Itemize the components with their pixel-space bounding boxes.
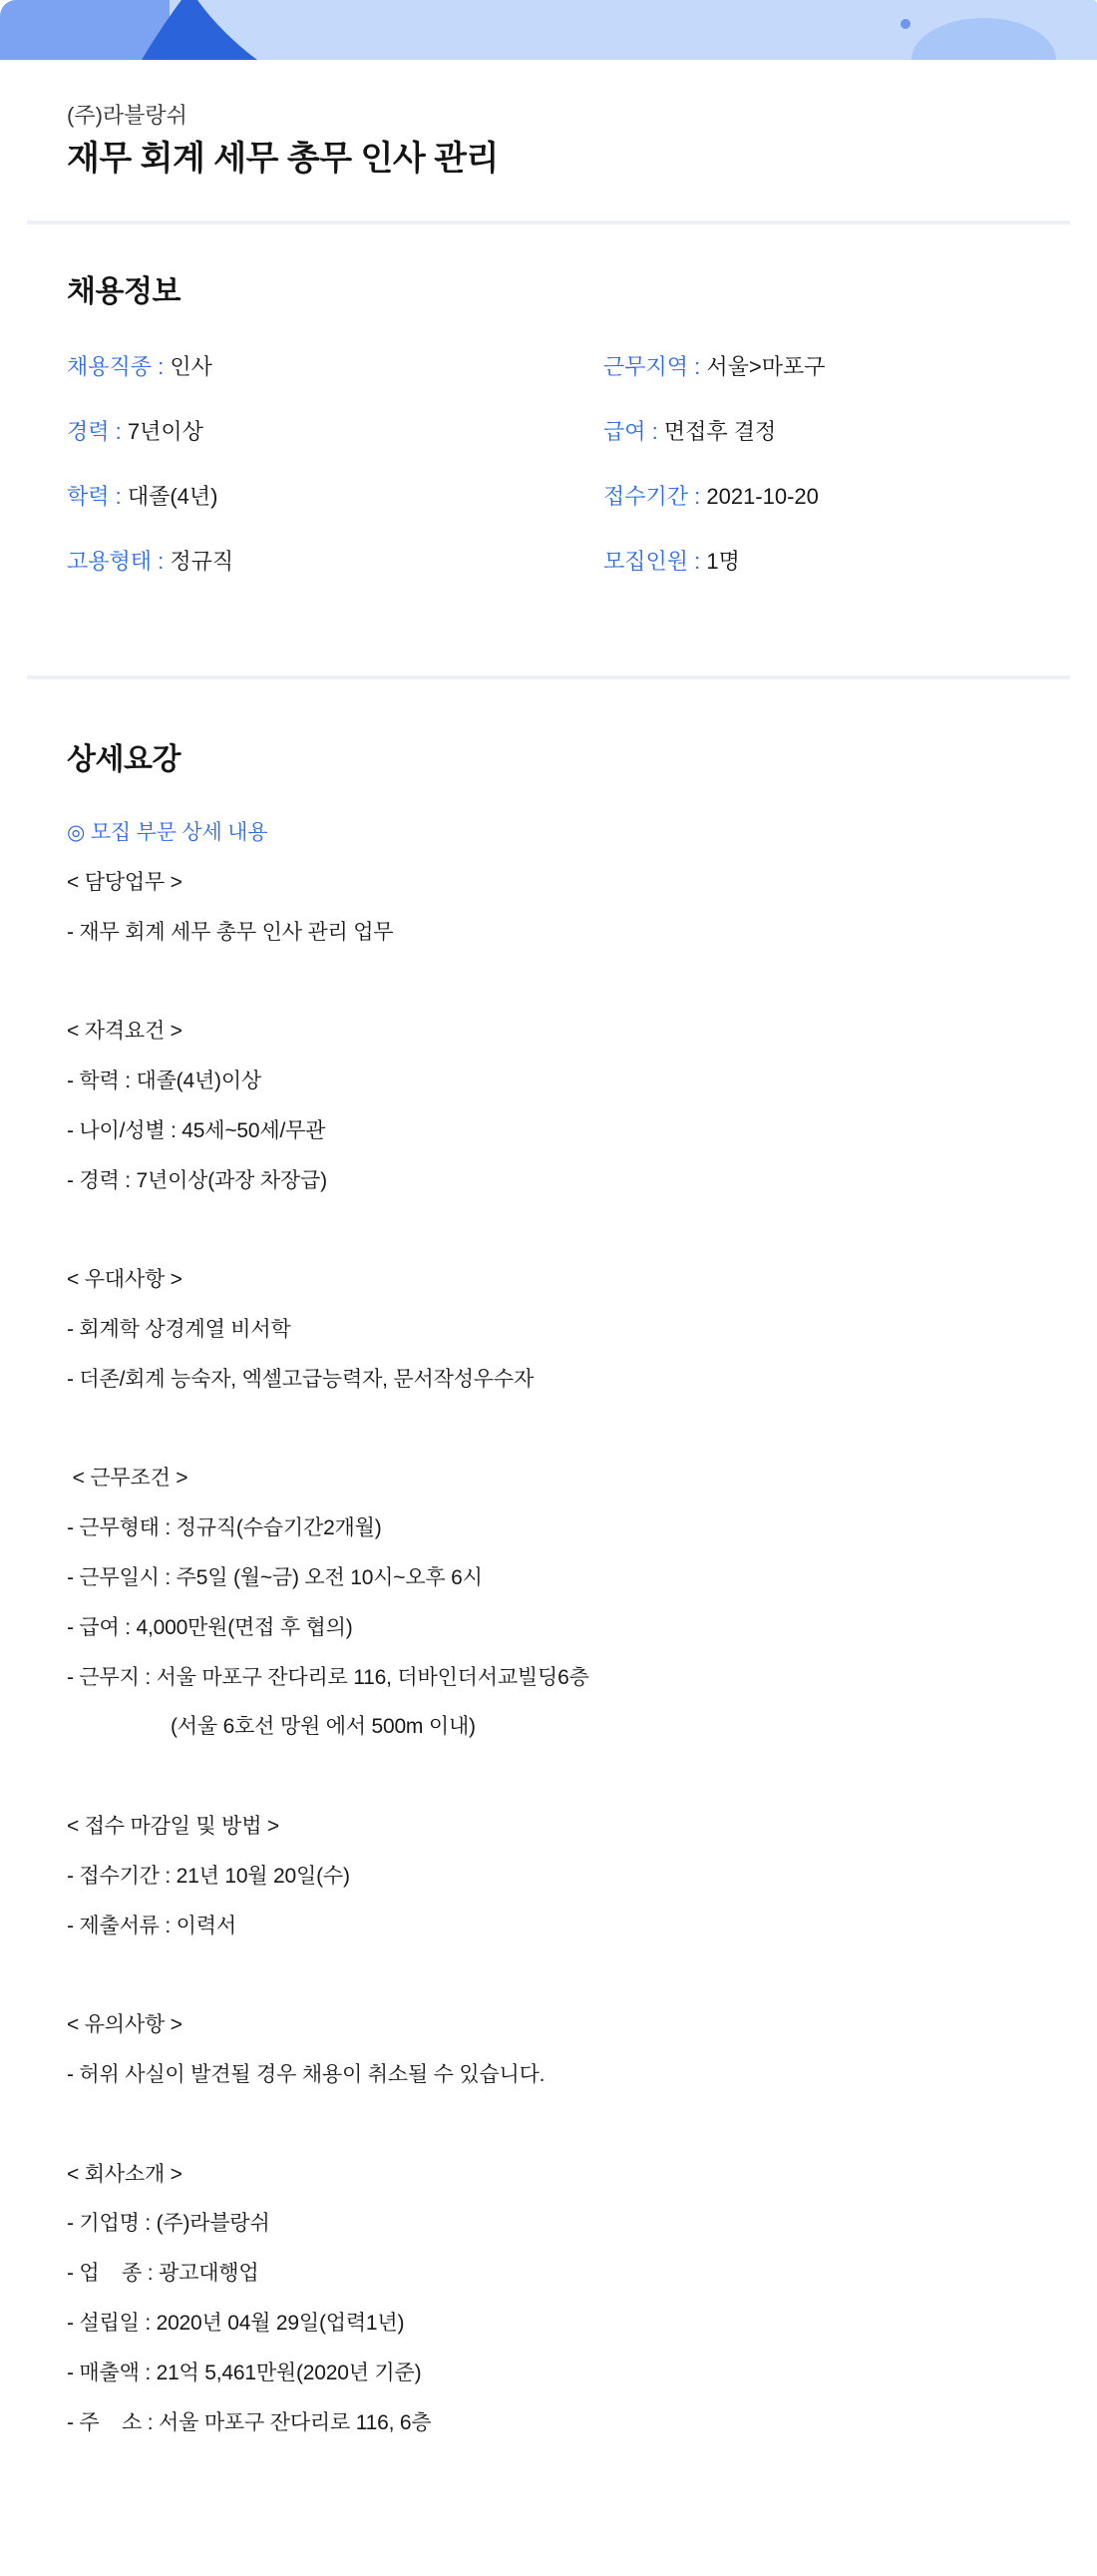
recruit-info-grid	[67, 352, 1064, 577]
divider	[27, 675, 1070, 679]
field-label: 급여 :	[603, 419, 664, 444]
section-title-recruit-info: 채용정보	[67, 275, 181, 308]
detail-line: < 자격요건 >	[67, 1020, 183, 1044]
detail-line: - 근무형태 : 정규직(수습기간2개월)	[67, 1516, 382, 1540]
field-0	[67, 352, 603, 382]
field-value: 1명	[706, 549, 740, 574]
field-value: 7년이상	[127, 419, 203, 444]
detail-line: - 기업명 : (주)라블랑쉬	[67, 2212, 270, 2236]
detail-line	[67, 1752, 1064, 1802]
detail-line: - 경력 : 7년이상(과장 차장급)	[67, 1168, 327, 1192]
detail-line: - 재무 회계 세무 총무 인사 관리 업무	[67, 920, 394, 944]
banner-dome-icon	[912, 18, 1056, 60]
field-label: 고용형태 :	[67, 549, 171, 574]
detail-line: < 회사소개 >	[67, 2162, 183, 2186]
field-label: 채용직종 :	[67, 354, 171, 379]
detail-line: < 근무조건 >	[67, 1467, 188, 1491]
field-1	[603, 352, 1064, 382]
banner-dot-icon	[901, 19, 911, 29]
detail-description	[67, 808, 1064, 2447]
detail-line: - 근무지 : 서울 마포구 잔다리로 116, 더바인더서교빌딩6층	[67, 1665, 589, 1689]
detail-line	[67, 2100, 1064, 2150]
detail-line: - 더존/회계 능숙자, 엑셀고급능력자, 문서작성우수자	[67, 1367, 535, 1391]
detail-line: - 나이/성별 : 45세~50세/무관	[67, 1118, 326, 1142]
field-label: 근무지역 :	[603, 354, 707, 379]
detail-line: - 업 종 : 광고대행업	[67, 2262, 259, 2286]
detail-line: - 회계학 상경계열 비서학	[67, 1317, 291, 1341]
detail-line	[67, 1405, 1064, 1455]
detail-line: - 근무일시 : 주5일 (월~금) 오전 10시~오후 6시	[67, 1565, 483, 1589]
field-6	[67, 547, 603, 577]
field-label: 접수기간 :	[603, 484, 707, 509]
detail-line: < 접수 마감일 및 방법 >	[67, 1814, 279, 1838]
field-value: 서울>마포구	[706, 354, 826, 379]
section-title-details: 상세요강	[67, 743, 181, 776]
field-value: 2021-10-20	[706, 484, 819, 509]
field-value: 대졸(4년)	[127, 484, 218, 509]
detail-line: - 접수기간 : 21년 10월 20일(수)	[67, 1864, 350, 1888]
detail-line: - 학력 : 대졸(4년)이상	[67, 1069, 261, 1092]
detail-line: - 제출서류 : 이력서	[67, 1914, 236, 1937]
detail-link-line: ◎ 모집 부문 상세 내용	[67, 821, 268, 844]
detail-line: < 우대사항 >	[67, 1268, 183, 1292]
company-name: (주)라블랑쉬	[67, 103, 187, 128]
field-value: 인사	[170, 354, 212, 379]
mountain-icon	[130, 0, 259, 60]
divider	[27, 220, 1070, 224]
page-title: 재무 회계 세무 총무 인사 관리	[67, 140, 499, 178]
field-3	[603, 417, 1064, 447]
decorative-banner	[0, 0, 1097, 60]
field-2	[67, 417, 603, 447]
detail-line: - 매출액 : 21억 5,461만원(2020년 기준)	[67, 2361, 422, 2384]
detail-line: - 급여 : 4,000만원(면접 후 협의)	[67, 1615, 353, 1639]
field-label: 경력 :	[67, 419, 128, 444]
detail-line: - 설립일 : 2020년 04월 29일(업력1년)	[67, 2311, 405, 2335]
detail-line: < 유의사항 >	[67, 2013, 183, 2037]
detail-line: (서울 6호선 망원 에서 500m 이내)	[171, 1715, 476, 1739]
detail-line	[67, 957, 1064, 1007]
field-7	[603, 547, 1064, 577]
detail-line: - 허위 사실이 발견될 경우 채용이 취소될 수 있습니다.	[67, 2062, 546, 2086]
field-label: 학력 :	[67, 484, 128, 509]
detail-line: - 주 소 : 서울 마포구 잔다리로 116, 6층	[67, 2410, 432, 2434]
field-5	[603, 482, 1064, 512]
field-value: 면접후 결정	[663, 419, 777, 444]
detail-line	[67, 1950, 1064, 2000]
detail-line	[67, 1205, 1064, 1255]
detail-line: < 담당업무 >	[67, 870, 183, 894]
field-label: 모집인원 :	[603, 549, 707, 574]
field-value: 정규직	[170, 549, 234, 574]
field-4	[67, 482, 603, 512]
